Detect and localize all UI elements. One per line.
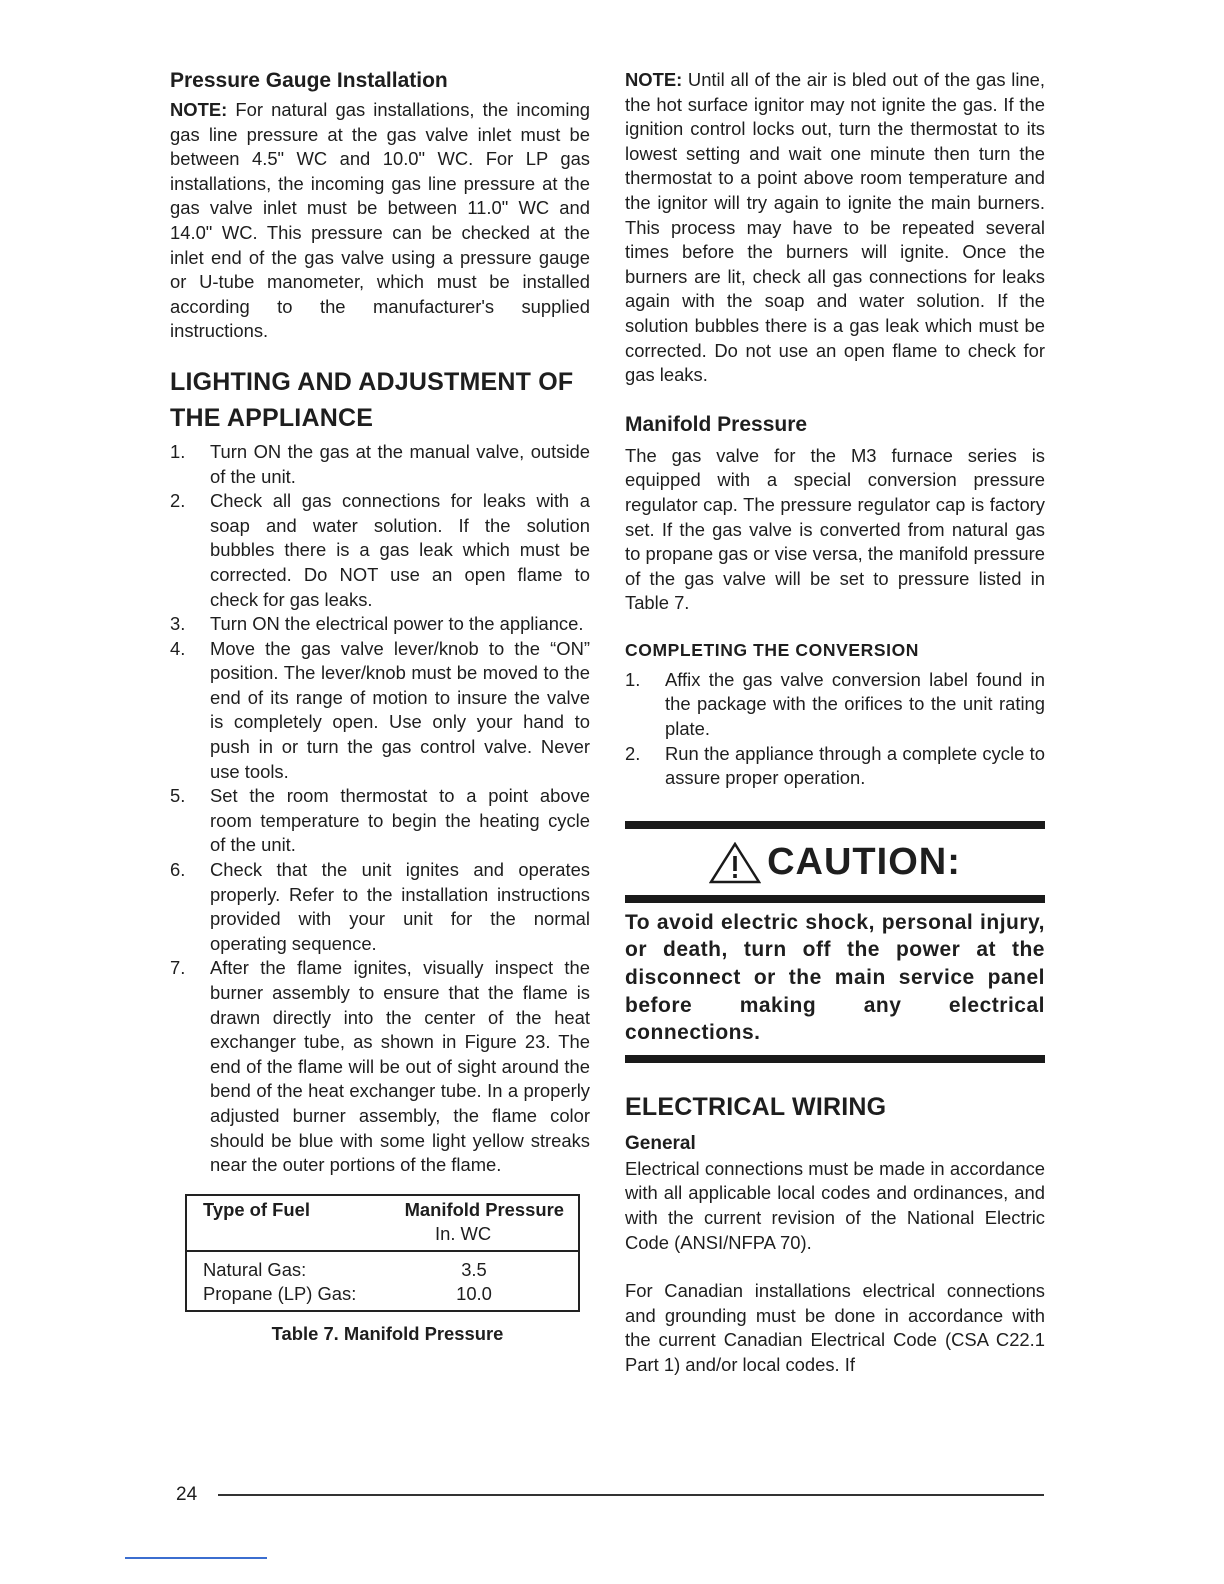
list-item <box>170 784 590 858</box>
table-row <box>203 1258 568 1282</box>
table-row <box>203 1282 568 1306</box>
caution-title: CAUTION: <box>625 835 1045 891</box>
caution-text: To avoid electric shock, personal injury, or death, turn off the power at the disconnect or the main service panel before making any electrical connections. <box>625 910 1045 1045</box>
step-number: 6. <box>170 859 186 881</box>
conversion-heading: COMPLETING THE CONVERSION <box>625 639 920 660</box>
step-number: 7. <box>170 957 186 979</box>
right-column <box>625 64 1045 1378</box>
warning-triangle-icon <box>709 842 761 884</box>
pressure-gauge-heading: Pressure Gauge Installation <box>170 69 448 92</box>
step-number: 5. <box>170 785 186 807</box>
air-bleed-note <box>625 68 1045 388</box>
pressure-cell: 10.0 <box>456 1282 492 1304</box>
note-text: Until all of the air is bled out of the gas line, the hot surface ignitor may not ignite the gas. If the ignition control locks out, turn the thermostat to its lowest setting and wait one minute then turn the thermostat to a point above room temperature and the ignitor will try again to ignite the main burners. This process may have to be repeated several times before the burners will ignite. Once the burners are lit, check all gas connections for leaks again with the soap and water solution. If the solution bubbles there is a gas leak which must be corrected. Do not use an open flame to check for gas leaks. <box>625 69 1045 386</box>
electrical-paragraph-2: For Canadian installations electrical connections and grounding must be done in accordance with the current Canadian Electrical Code (CSA C22.1 Part 1) and/or local codes. If <box>625 1280 1045 1375</box>
caution-box <box>625 821 1045 1063</box>
lighting-heading: LIGHTING AND ADJUSTMENT OF THE APPLIANCE <box>170 367 574 432</box>
step-number: 3. <box>170 613 186 635</box>
manifold-pressure-table <box>185 1194 580 1312</box>
step-number: 2. <box>170 490 186 512</box>
list-item <box>170 489 590 612</box>
list-item <box>170 612 590 637</box>
col-pressure-header: Manifold Pressure In. WC <box>404 1198 564 1244</box>
list-item <box>625 742 1045 791</box>
step-text: Move the gas valve lever/knob to the “ON” position. The lever/knob must be moved to the end of its range of motion to insure the valve is completely open. Use only your hand to push in or turn the gas control valve. Never use tools. <box>210 637 590 782</box>
general-subheading: General <box>625 1132 696 1154</box>
caution-bottom-rule <box>625 1055 1045 1063</box>
step-text: Turn ON the gas at the manual valve, outside of the unit. <box>210 440 590 487</box>
lighting-steps-list <box>170 440 590 1178</box>
note-label: NOTE: <box>170 99 228 120</box>
step-text: After the flame ignites, visually inspect the burner assembly to ensure that the flame is drawn directly into the center of the heat exchanger tube, as shown in Figure 23. The end of the flame will be out of sight around the bend of the heat exchanger tube. In a properly adjusted burner assembly, the flame color should be blue with some light yellow streaks near the outer portions of the flame. <box>210 957 590 1176</box>
step-text: Set the room thermostat to a point above room temperature to begin the heating cycle of the unit. <box>210 785 590 856</box>
step-text: Affix the gas valve conversion label found in the package with the orifices to the unit rating plate. <box>665 668 1045 740</box>
list-item <box>170 637 590 785</box>
selection-underline <box>125 1557 267 1559</box>
step-number: 4. <box>170 637 186 659</box>
fuel-cell: Propane (LP) Gas: <box>203 1282 357 1304</box>
table-header <box>187 1196 578 1252</box>
conversion-steps-list <box>625 668 1045 791</box>
step-text: Check that the unit ignites and operates properly. Refer to the installation instructions provided with your unit for the normal operating sequence. <box>210 859 590 954</box>
list-item <box>170 956 590 1177</box>
step-text: Run the appliance through a complete cycle to assure proper operation. <box>665 742 1045 789</box>
step-number: 1. <box>625 668 641 690</box>
caution-top-rule <box>625 821 1045 829</box>
pressure-gauge-note <box>170 98 590 344</box>
caution-mid-rule <box>625 895 1045 903</box>
step-number: 2. <box>625 742 641 764</box>
manifold-heading: Manifold Pressure <box>625 412 808 436</box>
fuel-cell: Natural Gas: <box>203 1258 307 1280</box>
page-number: 24 <box>176 1484 198 1505</box>
col-fuel-header: Type of Fuel <box>203 1198 310 1220</box>
step-text: Turn ON the electrical power to the appliance. <box>210 613 584 635</box>
step-text: Check all gas connections for leaks with a soap and water solution. If the solution bubbles there is a gas leak which must be corrected. Do NOT use an open flame to check for gas leaks. <box>210 490 590 610</box>
electrical-wiring-heading: ELECTRICAL WIRING <box>625 1092 887 1121</box>
note-label: NOTE: <box>625 69 683 90</box>
list-item <box>170 858 590 956</box>
table-body <box>187 1252 578 1310</box>
list-item <box>625 668 1045 742</box>
list-item <box>170 440 590 489</box>
pressure-cell: 3.5 <box>461 1258 487 1280</box>
step-number: 1. <box>170 440 186 462</box>
note-text: For natural gas installations, the incoming gas line pressure at the gas valve inlet must be between 4.5" WC and 10.0" WC. For LP gas installations, the incoming gas line pressure at the gas valve inlet must be between 11.0" WC and 14.0" WC. This pressure can be checked at the inlet end of the gas valve using a pressure gauge or U-tube manometer, which must be installed according to the manufacturer's supplied instructions. <box>170 99 590 342</box>
footer-rule <box>218 1494 1044 1496</box>
electrical-paragraph-1: Electrical connections must be made in accordance with all applicable local codes and ordinances, and with the current revision of the National Electric Code (ANSI/NFPA 70). <box>625 1157 1045 1253</box>
left-column <box>170 64 590 1346</box>
table-caption: Table 7. Manifold Pressure <box>271 1322 504 1344</box>
manifold-text: The gas valve for the M3 furnace series is equipped with a special conversion pressure regulator cap. The pressure regulator cap is factory set. If the gas valve is converted from natural gas to propane gas or vise versa, the manifold pressure of the gas valve will be set to pressure listed in Table 7. <box>625 444 1045 614</box>
